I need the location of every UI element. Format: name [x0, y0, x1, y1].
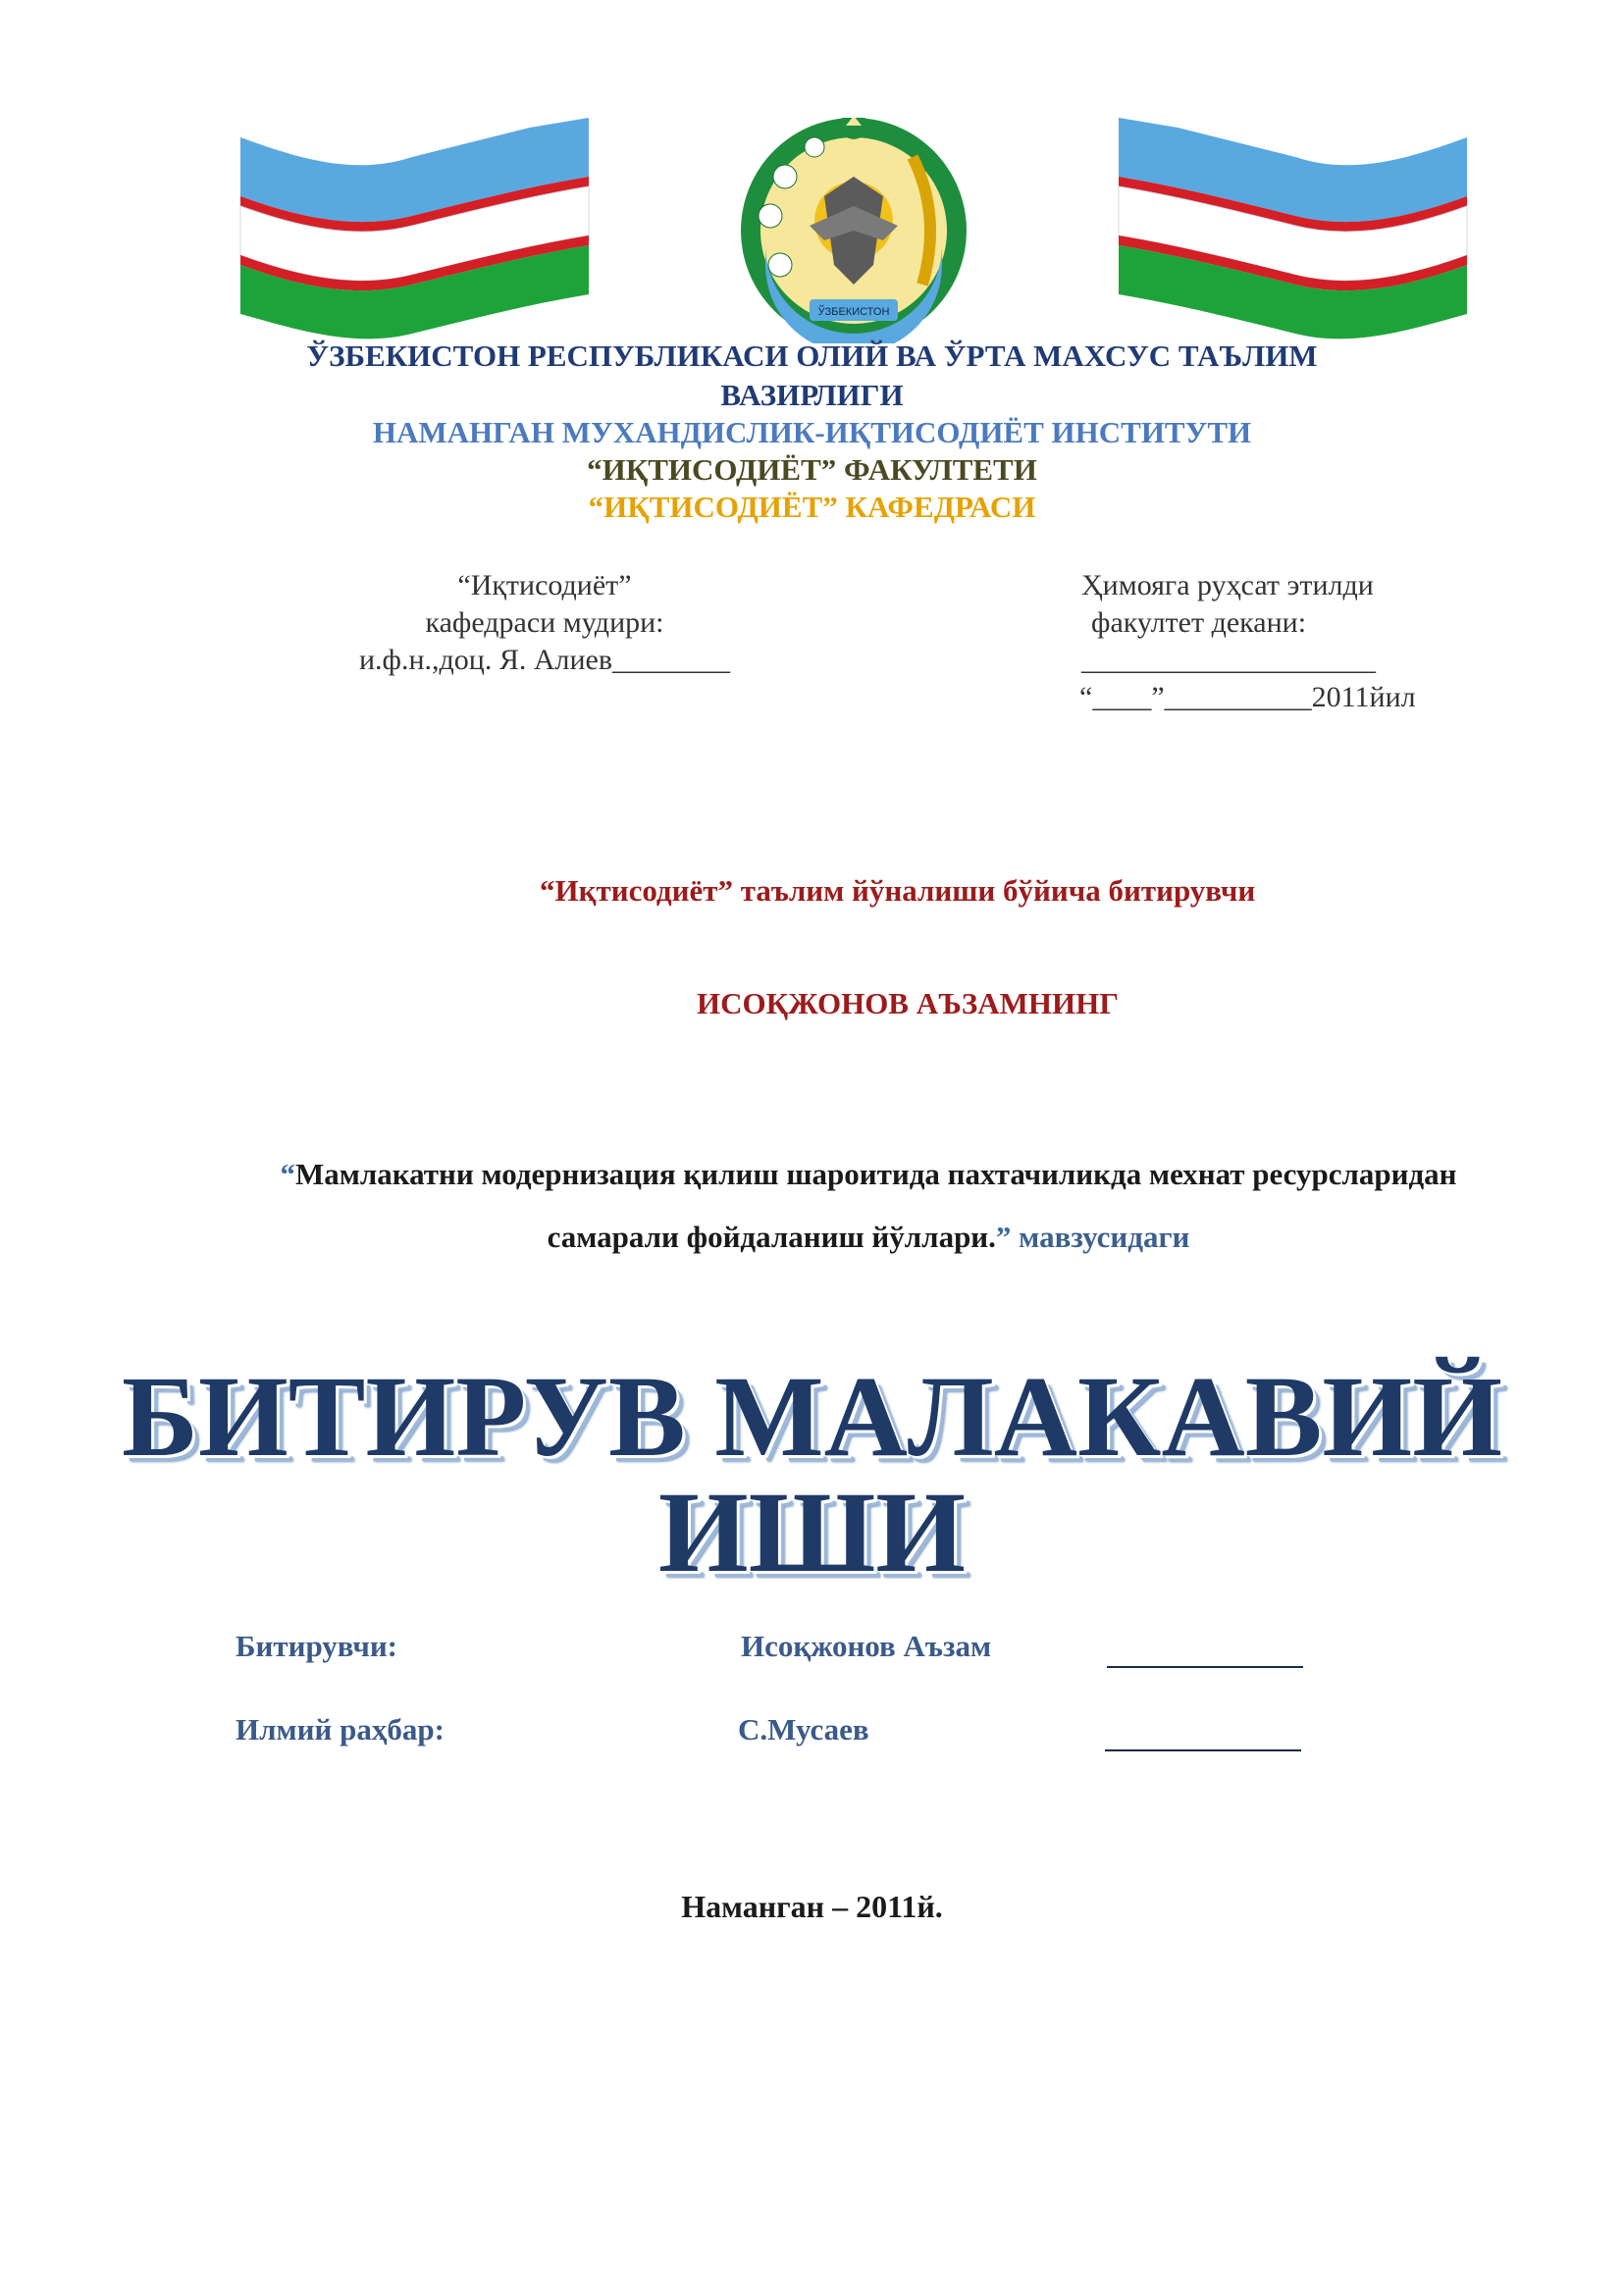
- student-name-heading: ИСОҚЖОНОВ АЪЗАМНИНГ: [697, 986, 1119, 1020]
- graduate-direction-line: “Иқтисодиёт” таълим йўналиши бўйича битирувчи: [540, 873, 1256, 908]
- left-flag-ribbon: [240, 118, 589, 339]
- topic-suffix: мавзусидаги: [1011, 1220, 1190, 1254]
- graduate-signature-line: [1107, 1637, 1303, 1668]
- title-line-1: БИТИРУВ МАЛАКАВИЙ: [121, 1352, 1502, 1481]
- approval-left-line-3: и.ф.н.,доц. Я. Алиев________: [358, 644, 731, 676]
- department-heading: “ИҚТИСОДИЁТ” КАФЕДРАСИ: [588, 490, 1036, 524]
- approval-left-line-1: “Иқтисодиёт”: [457, 569, 632, 601]
- topic-line-2: самарали фойдаланиш йўллари.: [547, 1220, 996, 1254]
- city-year-footer: Наманган – 2011й.: [681, 1889, 943, 1924]
- approval-right-line-2: факултет декани:: [1091, 606, 1307, 639]
- supervisor-role-label: Илмий раҳбар:: [236, 1712, 445, 1747]
- graduate-name: Исоқжонов Аъзам: [741, 1629, 992, 1663]
- department-head-approval: [314, 567, 775, 679]
- document-title: [0, 1352, 1624, 1596]
- svg-text:ЎЗБЕКИСТОН: ЎЗБЕКИСТОН: [817, 306, 890, 318]
- approval-right-line-4: “____”__________2011йил: [1079, 681, 1416, 713]
- state-emblem-banner: [236, 118, 1472, 343]
- topic-close-quote: ”: [995, 1220, 1012, 1254]
- supervisor-signature-line: [1105, 1720, 1301, 1751]
- faculty-heading: “ИҚТИСОДИЁТ” ФАКУЛТЕТИ: [587, 452, 1037, 487]
- right-flag-ribbon: [1119, 118, 1467, 339]
- dean-approval: [1060, 567, 1472, 716]
- ministry-line-2: ВАЗИРЛИГИ: [720, 378, 904, 412]
- topic-open-quote: “: [280, 1157, 295, 1191]
- ministry-line-1: ЎЗБЕКИСТОН РЕСПУБЛИКАСИ ОЛИЙ ВА ЎРТА МАХСУС ТАЪЛИМ: [306, 339, 1318, 373]
- graduate-role-label: Битирувчи:: [236, 1629, 398, 1663]
- topic-line-1: Мамлакатни модернизация қилиш шароитида пахтачиликда мехнат ресурсларидан: [294, 1157, 1457, 1191]
- emblem-icon: [741, 118, 967, 343]
- ministry-heading: [0, 337, 1624, 415]
- title-line-2: ИШИ: [657, 1468, 967, 1596]
- institute-heading: НАМАНГАН МУХАНДИСЛИК-ИҚТИСОДИЁТ ИНСТИТУТИ: [372, 415, 1252, 449]
- approval-right-line-1: Ҳимояга руҳсат этилди: [1081, 569, 1374, 601]
- supervisor-name: С.Мусаев: [738, 1712, 869, 1747]
- approval-right-line-3: ____________________: [1081, 644, 1376, 676]
- approval-left-line-2: кафедраси мудири:: [425, 606, 664, 639]
- thesis-topic: [226, 1143, 1511, 1269]
